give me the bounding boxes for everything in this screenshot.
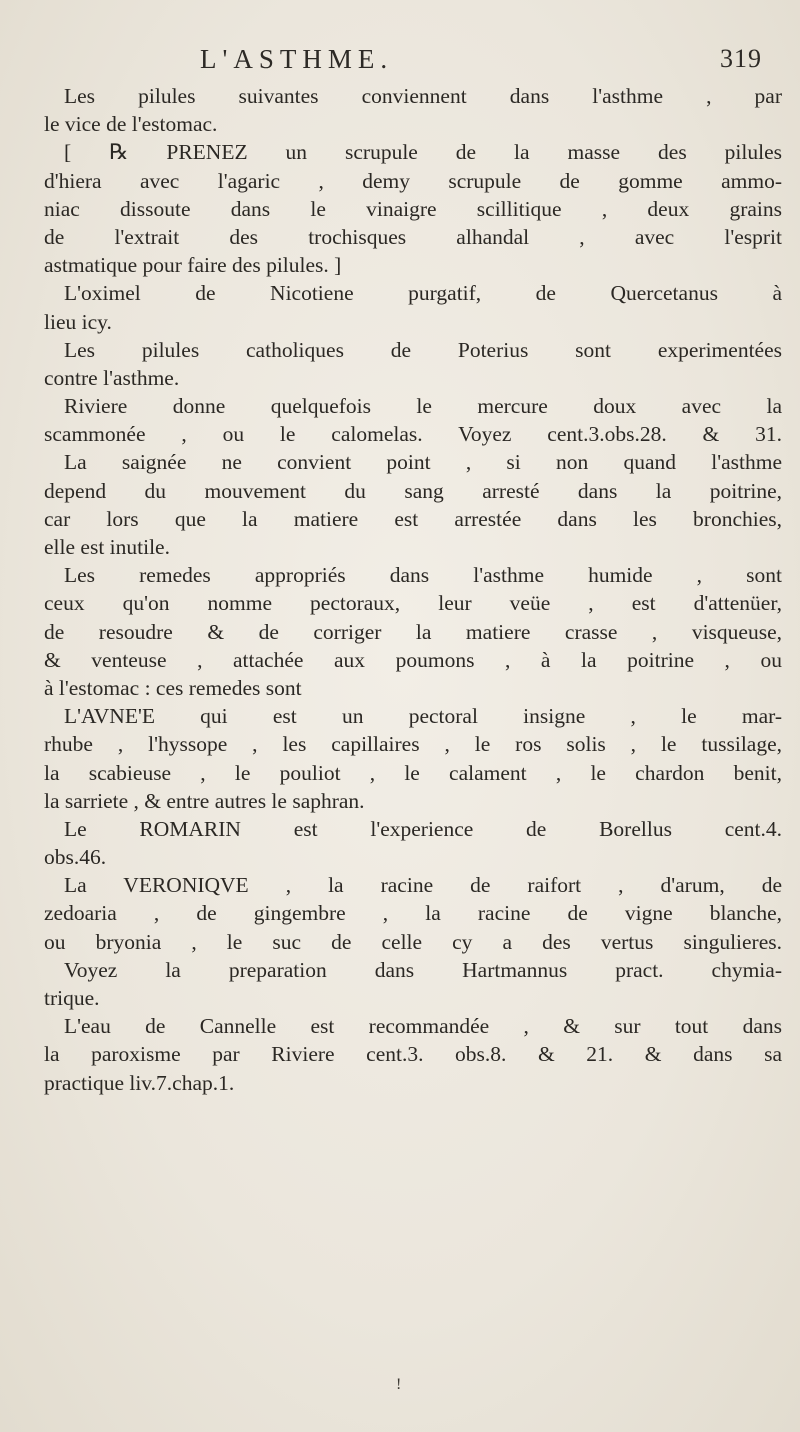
- text-line: niac dissoute dans le vinaigre scillitique , deux grains: [44, 196, 782, 221]
- text-line: Les remedes appropriés dans l'asthme humide , sont: [64, 563, 782, 588]
- running-title: L'ASTHME.: [200, 44, 394, 74]
- text-line: Les pilules catholiques de Poterius sont experimentées: [64, 337, 782, 362]
- text-line: car lors que la matiere est arrestée dans les bronchies,: [44, 506, 782, 531]
- text-line: la paroxisme par Riviere cent.3. obs.8. & 21. & dans sa: [44, 1042, 782, 1067]
- text-line: Les pilules suivantes conviennent dans l'asthme , par: [64, 84, 782, 108]
- text-line: La saignée ne convient point , si non quand l'asthme: [64, 450, 782, 475]
- page-number: 319: [720, 44, 762, 73]
- text-line: trique.: [44, 986, 100, 1010]
- text-line: elle est inutile.: [44, 535, 170, 559]
- text-line: practique liv.7.chap.1.: [44, 1070, 235, 1095]
- text-line: la sarriete , & entre autres le saphran.: [44, 788, 365, 813]
- text-line: L'eau de Cannelle est recommandée , & sur tout dans: [64, 1014, 782, 1039]
- text-line: Le ROMARIN est l'experience de Borellus cent.4.: [64, 816, 782, 841]
- text-line: ceux qu'on nomme pectoraux, leur veüe , est d'attenüer,: [44, 591, 782, 616]
- text-line: L'oximel de Nicotiene purgatif, de Quercetanus à: [64, 281, 782, 306]
- text-line: astmatique pour faire des pilules. ]: [44, 253, 342, 278]
- text-line: contre l'asthme.: [44, 365, 180, 390]
- text-line: [ ℞ PRENEZ un scrupule de la masse des pilules: [64, 140, 782, 165]
- text-line: de resoudre & de corriger la matiere crasse , visqueuse,: [44, 619, 782, 644]
- text-line: zedoaria , de gingembre , la racine de vigne blanche,: [44, 901, 782, 926]
- text-line: rhube , l'hyssope , les capillaires , le ros solis , le tussilage,: [44, 732, 782, 757]
- text-line: ou bryonia , le suc de celle cy a des vertus singulieres.: [44, 929, 782, 954]
- text-line: La VERONIQVE , la racine de raifort , d'arum, de: [64, 873, 782, 898]
- text-line: obs.46.: [44, 845, 107, 870]
- text-line: d'hiera avec l'agaric , demy scrupule de gomme ammo-: [44, 168, 782, 193]
- text-line: & venteuse , attachée aux poumons , à la poitrine , ou: [44, 647, 782, 672]
- text-line: le vice de l'estomac.: [44, 112, 218, 137]
- text-line: à l'estomac : ces remedes sont: [44, 675, 302, 700]
- text-line: scammonée , ou le calomelas. Voyez cent.3.obs.28. & 31.: [44, 422, 782, 447]
- text-line: L'AVNE'E qui est un pectoral insigne , le mar-: [64, 704, 782, 729]
- text-line: Riviere donne quelquefois le mercure doux avec la: [64, 394, 782, 419]
- text-line: depend du mouvement du sang arresté dans la poitrine,: [44, 478, 782, 503]
- text-line: Voyez la preparation dans Hartmannus pract. chymia-: [64, 957, 782, 982]
- text-line: de l'extrait des trochisques alhandal , avec l'esprit: [44, 224, 782, 249]
- text-line: la scabieuse , le pouliot , le calament , le chardon benit,: [44, 760, 782, 785]
- body-text: [44, 82, 782, 1097]
- bottom-mark: !: [396, 1376, 402, 1393]
- page-header: [0, 42, 800, 82]
- text-line: lieu icy.: [44, 309, 112, 334]
